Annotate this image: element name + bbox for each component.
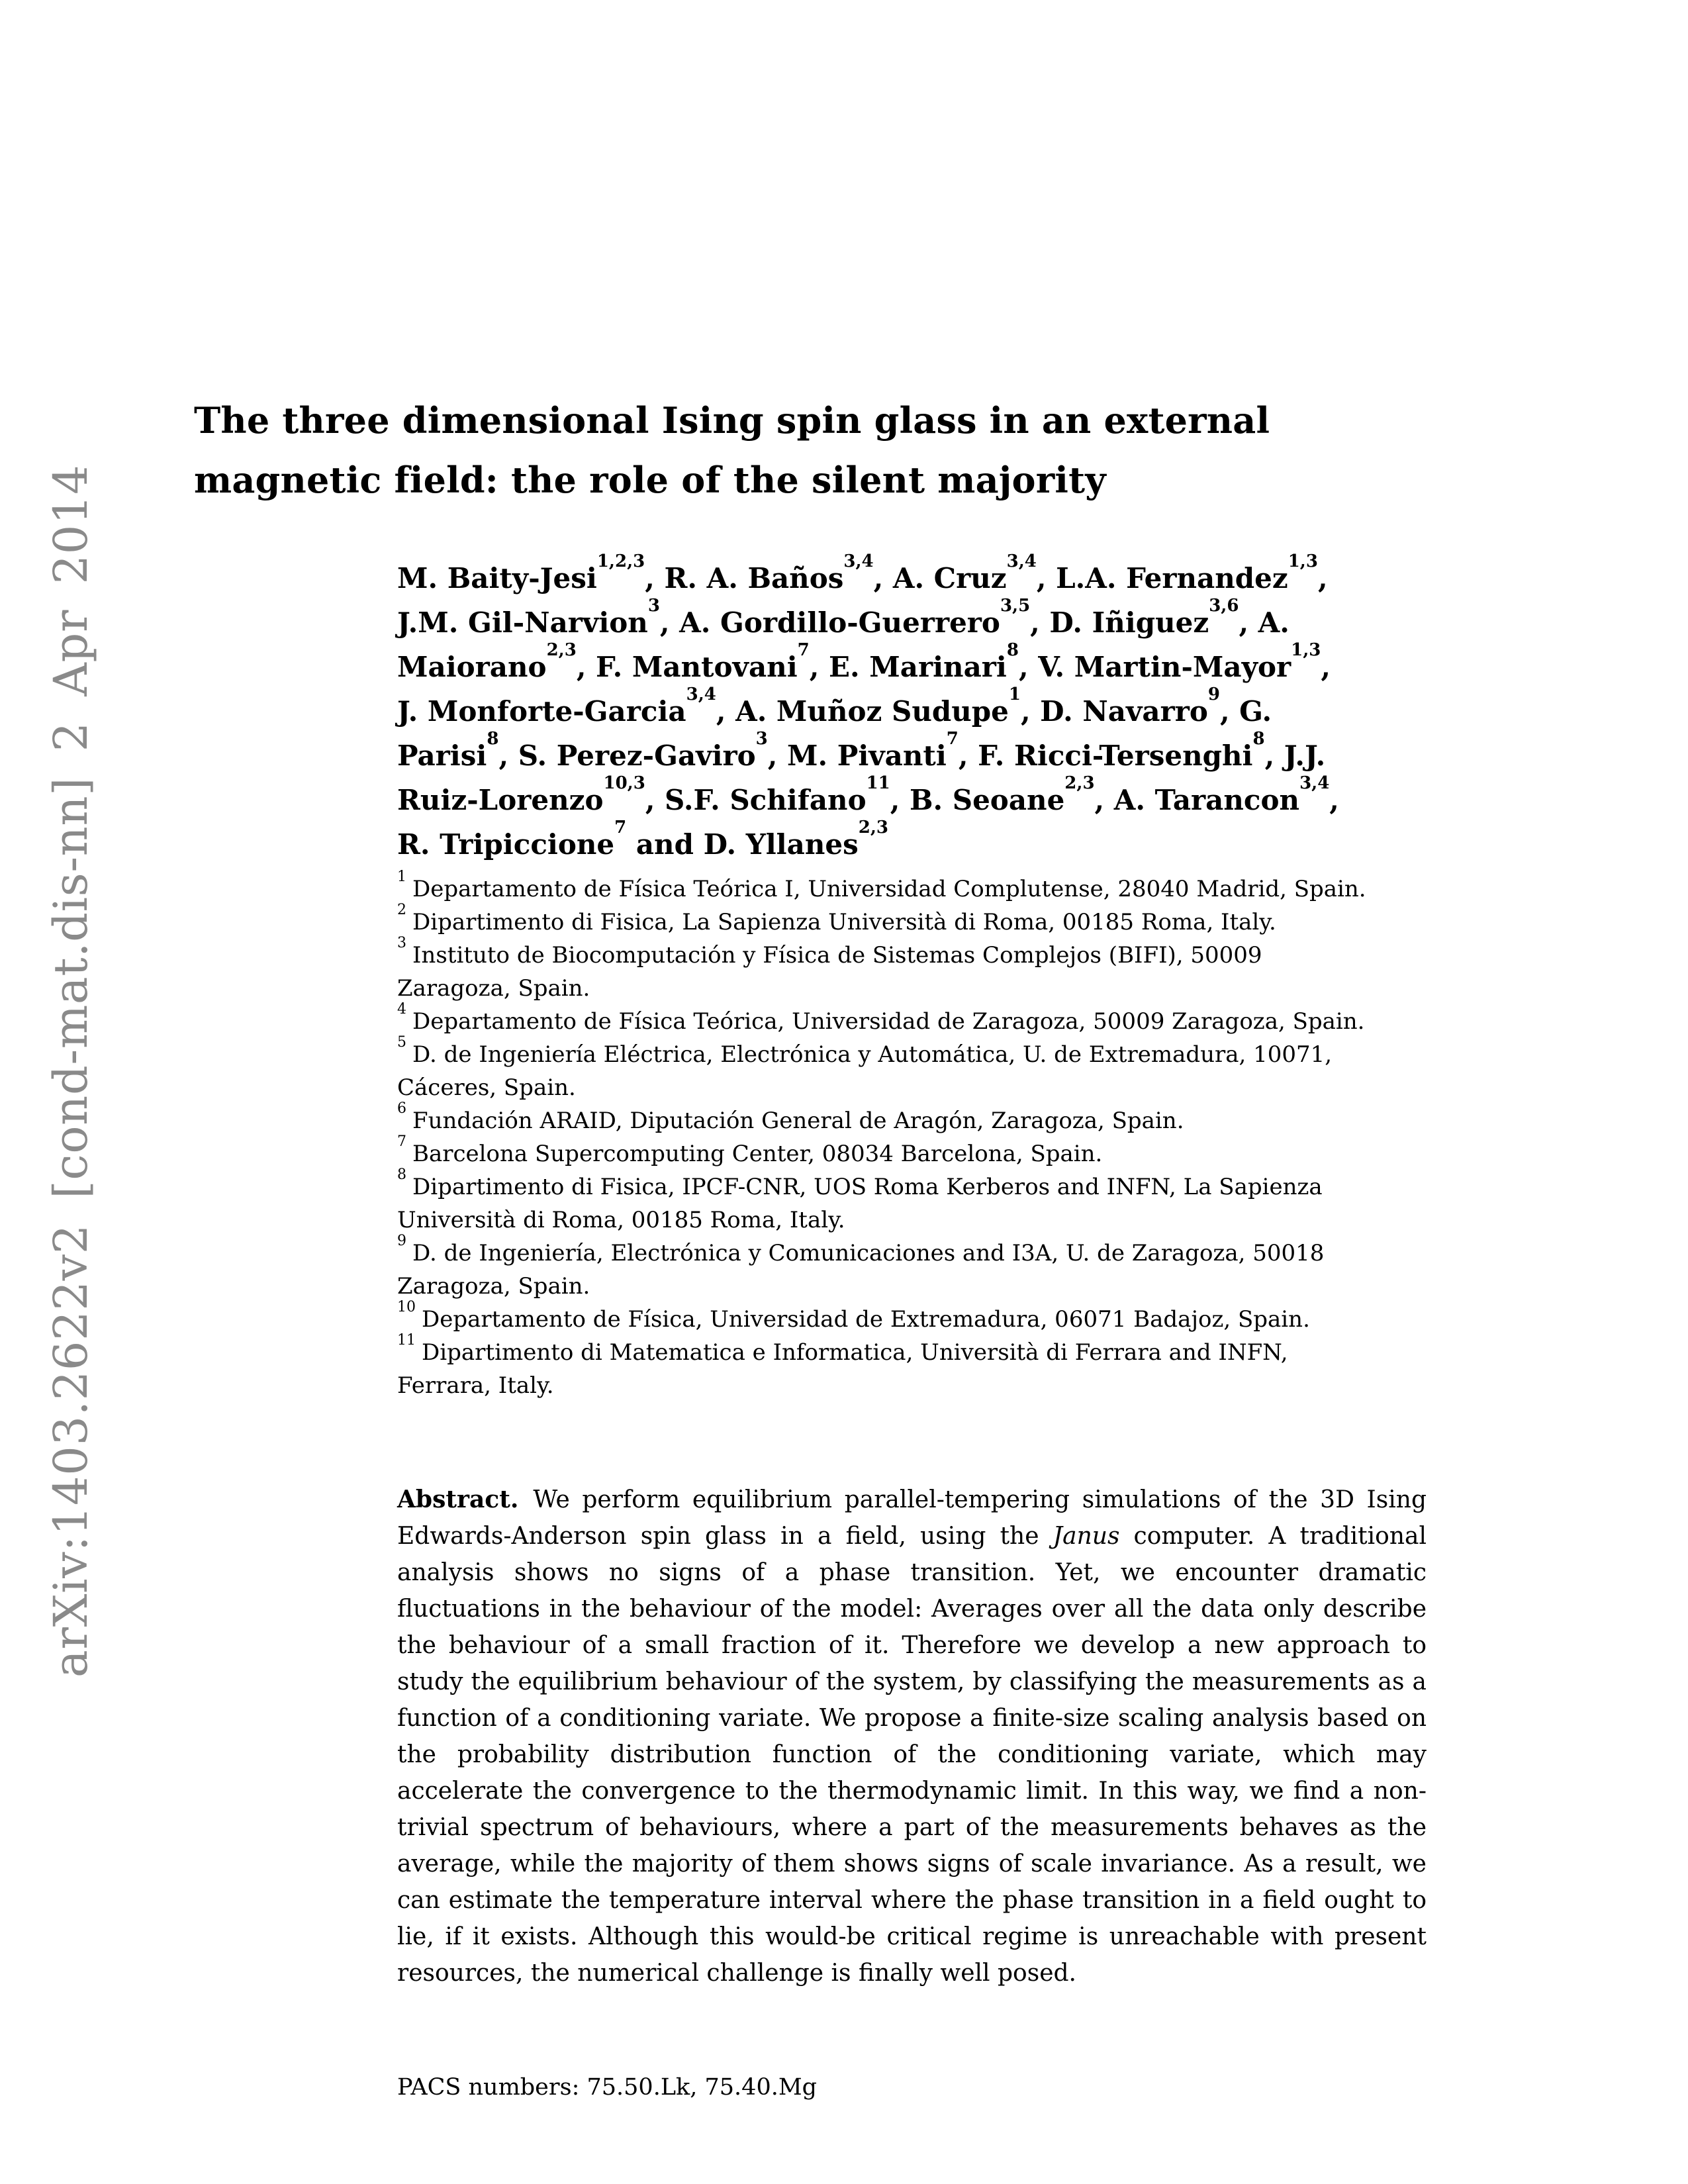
author-line: Ruiz-Lorenzo$^{10,3}$, S.F. Schifano$^{11}$, B. Seoane$^{2,3}$, A. Tarancon$^{3,4}$, — [397, 773, 1339, 816]
author-affiliation-superscript: 2,3 — [1064, 773, 1095, 793]
author-affiliation-superscript: 1 — [1008, 685, 1021, 704]
author-affiliation-superscript: 10,3 — [603, 773, 645, 793]
affiliation-line: Zaragoza, Spain. — [397, 1273, 590, 1300]
affiliation-item — [397, 1166, 1430, 1237]
affiliation-number: 10 — [397, 1298, 416, 1315]
affiliation-item — [397, 934, 1430, 1005]
author-line: J.M. Gil-Narvion$^3$, A. Gordillo-Guerrero$^{3,5}$, D. Iñiguez$^{3,6}$, A. — [397, 596, 1289, 639]
author-affiliation-superscript: 1,3 — [1288, 551, 1318, 571]
affiliation-line: $^5$ D. de Ingeniería Eléctrica, Electrónica y Automática, U. de Extremadura, 10071, — [397, 1033, 1333, 1068]
affiliation-number: 5 — [397, 1033, 406, 1051]
abstract-label: Abstract. — [397, 1486, 519, 1513]
author-affiliation-superscript: 8 — [1252, 729, 1265, 749]
author-affiliation-superscript: 7 — [614, 818, 627, 837]
affiliation-line: Ferrara, Italy. — [397, 1372, 554, 1399]
author-affiliation-superscript: 8 — [1006, 640, 1019, 660]
abstract-segment: computer. A traditional analysis shows no signs of a phase transition. Yet, we encounter dramatic fluctuations in the behaviour of the model: Averages over all the data only describe the behaviour of a small fraction of it. Therefore we develop a new approach to study the equilibrium behaviour of the system, by classifying the measurements as a function of a conditioning variate. We propose a finite-size scaling analysis based on the probability distribution function of the conditioning variate, which may accelerate the convergence to the thermodynamic limit. In this way, we find a non-trivial spectrum of behaviours, where a part of the measurements behaves as the average, while the majority of them shows signs of scale invariance. As a result, we can estimate the temperature interval where the phase transition in a field ought to lie, if it exists. Although this would-be critical regime is unreachable with present resources, the numerical challenge is finally well posed. — [397, 1523, 1427, 1987]
author-affiliation-superscript: 11 — [866, 773, 890, 793]
affiliation-line: Cáceres, Spain. — [397, 1074, 576, 1101]
author-line: Parisi$^8$, S. Perez-Gaviro$^3$, M. Pivanti$^7$, F. Ricci-Tersenghi$^8$, J.J. — [397, 729, 1326, 772]
affiliation-number: 7 — [397, 1133, 406, 1150]
author-affiliation-superscript: 3,4 — [843, 551, 874, 571]
affiliation-line: $^4$ Departamento de Física Teórica, Universidad de Zaragoza, 50009 Zaragoza, Spain. — [397, 1000, 1365, 1035]
paper-title-line-1: The three dimensional Ising spin glass in an external — [194, 399, 1270, 442]
affiliation-line: $^9$ D. de Ingeniería, Electrónica y Comunicaciones and I3A, U. de Zaragoza, 50018 — [397, 1232, 1325, 1266]
affiliation-number: 6 — [397, 1100, 406, 1117]
author-affiliation-superscript: 8 — [487, 729, 499, 749]
affiliation-item — [397, 1331, 1430, 1402]
author-affiliation-superscript: 1,3 — [1291, 640, 1321, 660]
author-line: M. Baity-Jesi$^{1,2,3}$, R. A. Baños$^{3,4}$, A. Cruz$^{3,4}$, L.A. Fernandez$^{1,3}$, — [397, 551, 1328, 594]
affiliation-item — [397, 868, 1430, 906]
affiliation-list — [397, 868, 1430, 1402]
affiliation-item — [397, 1298, 1430, 1336]
abstract-italic-term: Janus — [1053, 1523, 1120, 1550]
paper-title-line-2: magnetic field: the role of the silent majority — [194, 459, 1106, 501]
affiliation-item — [397, 901, 1430, 939]
author-block — [397, 551, 1430, 867]
abstract — [397, 1482, 1427, 1991]
author-affiliation-superscript: 3,4 — [1299, 773, 1330, 793]
arxiv-watermark: arXiv:1403.2622v2 [cond-mat.dis-nn] 2 Apr 2014 — [44, 464, 98, 1678]
affiliation-number: 9 — [397, 1232, 406, 1249]
author-line: Maiorano$^{2,3}$, F. Mantovani$^7$, E. Marinari$^8$, V. Martin-Mayor$^{1,3}$, — [397, 640, 1331, 683]
author-affiliation-superscript: 7 — [946, 729, 959, 749]
author-affiliation-superscript: 3,6 — [1209, 596, 1239, 616]
author-affiliation-superscript: 3,5 — [1000, 596, 1031, 616]
affiliation-line: Zaragoza, Spain. — [397, 975, 590, 1002]
pacs-line: PACS numbers: 75.50.Lk, 75.40.Mg — [397, 2074, 818, 2101]
affiliation-number: 8 — [397, 1166, 406, 1183]
affiliation-line: $^2$ Dipartimento di Fisica, La Sapienza Università di Roma, 00185 Roma, Italy. — [397, 901, 1276, 935]
affiliation-line: $^8$ Dipartimento di Fisica, IPCF-CNR, UOS Roma Kerberos and INFN, La Sapienza — [397, 1166, 1323, 1200]
affiliation-line: $^1$ Departamento de Física Teórica I, Universidad Complutense, 28040 Madrid, Spain. — [397, 868, 1366, 902]
affiliation-number: 3 — [397, 934, 406, 951]
author-line: R. Tripiccione$^7$ and D. Yllanes$^{2,3}$ — [397, 818, 888, 861]
affiliation-item — [397, 1100, 1430, 1137]
author-affiliation-superscript: 9 — [1207, 685, 1220, 704]
affiliation-number: 2 — [397, 901, 406, 918]
author-affiliation-superscript: 1,2,3 — [596, 551, 645, 571]
author-affiliation-superscript: 3,4 — [686, 685, 716, 704]
author-affiliation-superscript: 2,3 — [858, 818, 888, 837]
author-affiliation-superscript: 7 — [797, 640, 810, 660]
affiliation-item — [397, 1232, 1430, 1303]
affiliation-line: $^6$ Fundación ARAID, Diputación General de Aragón, Zaragoza, Spain. — [397, 1100, 1184, 1134]
affiliation-line: $^{11}$ Dipartimento di Matematica e Informatica, Università di Ferrara and INFN, — [397, 1331, 1288, 1366]
affiliation-line: $^7$ Barcelona Supercomputing Center, 08034 Barcelona, Spain. — [397, 1133, 1103, 1167]
affiliation-line: $^3$ Instituto de Biocomputación y Física de Sistemas Complejos (BIFI), 50009 — [397, 934, 1262, 969]
affiliation-number: 4 — [397, 1000, 406, 1018]
author-affiliation-superscript: 3,4 — [1006, 551, 1037, 571]
affiliation-line: Università di Roma, 00185 Roma, Italy. — [397, 1207, 845, 1233]
affiliation-item — [397, 1033, 1430, 1104]
affiliation-item — [397, 1000, 1430, 1038]
abstract-segment: We perform equilibrium parallel-tempering simulations of the 3D Ising Edwards-Anderson spin glass in a field, using the — [397, 1486, 1427, 1550]
affiliation-number: 11 — [397, 1331, 416, 1349]
author-line: J. Monforte-Garcia$^{3,4}$, A. Muñoz Sudupe$^1$, D. Navarro$^9$, G. — [397, 685, 1272, 728]
author-affiliation-superscript: 3 — [647, 596, 660, 616]
paper-title — [194, 391, 1452, 510]
abstract-text — [397, 1486, 1427, 1987]
author-affiliation-superscript: 3 — [755, 729, 768, 749]
affiliation-number: 1 — [397, 868, 406, 885]
affiliation-item — [397, 1133, 1430, 1170]
affiliation-line: $^{10}$ Departamento de Física, Universidad de Extremadura, 06071 Badajoz, Spain. — [397, 1298, 1310, 1333]
author-affiliation-superscript: 2,3 — [546, 640, 577, 660]
